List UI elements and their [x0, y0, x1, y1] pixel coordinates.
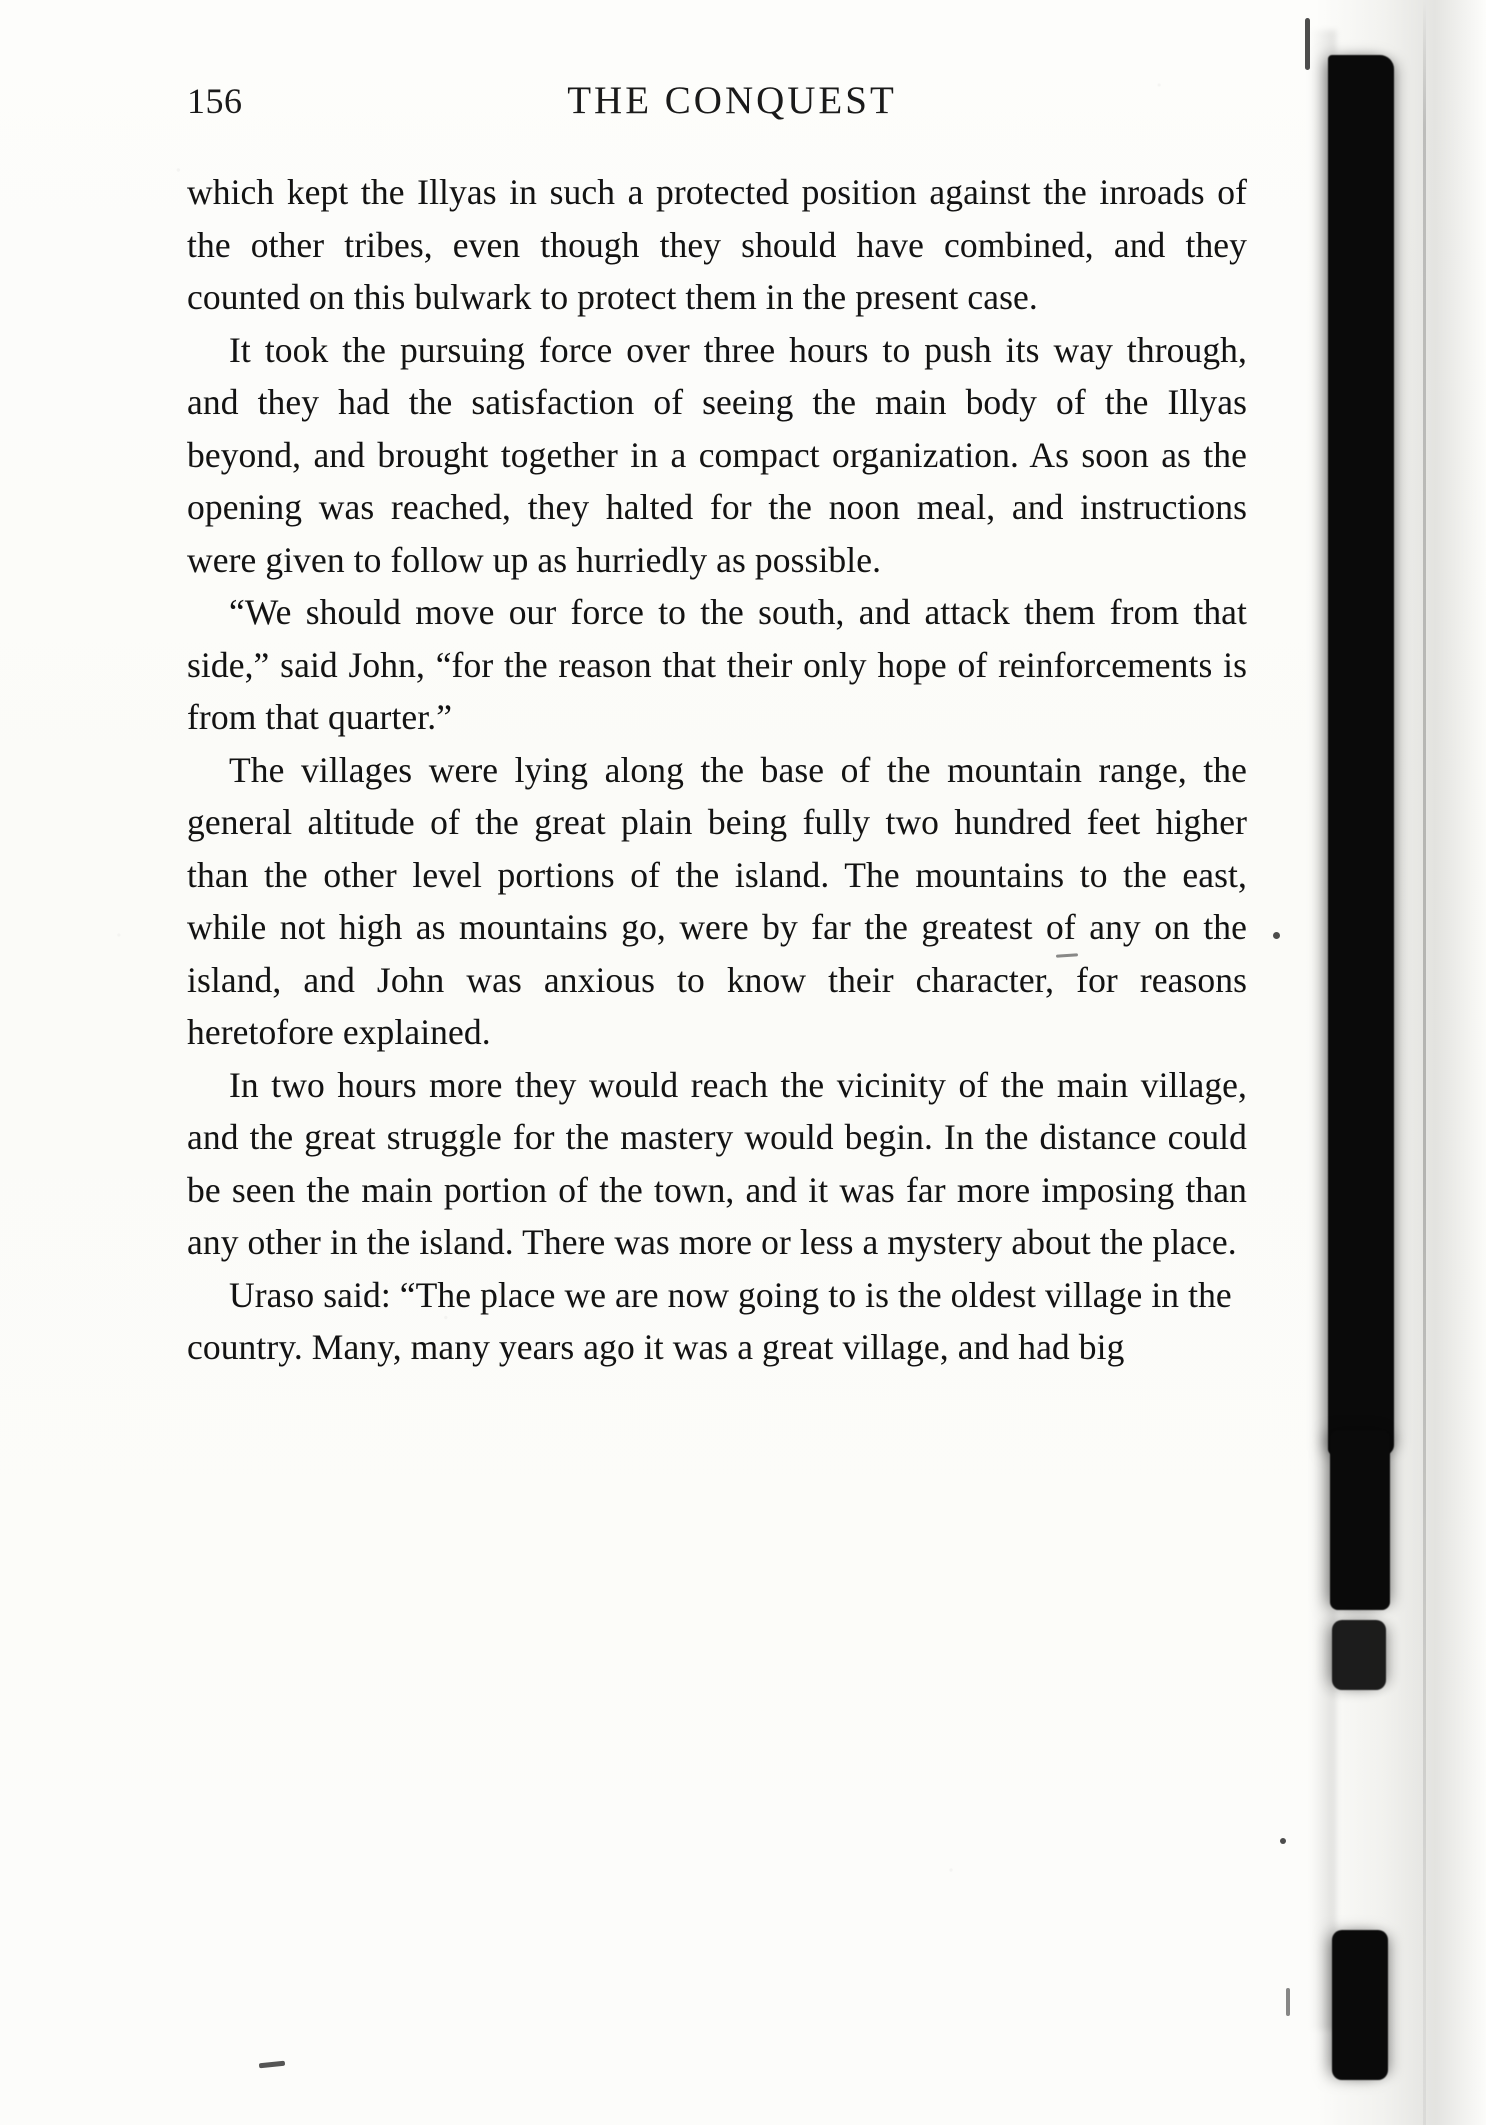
scan-speck: [1273, 932, 1280, 939]
paragraph: Uraso said: “The place we are now going to is the oldest village in the country. Many, many years ago it was a great village, and had big: [187, 1274, 1232, 1367]
binding-shadow-block-lower: [1330, 1430, 1390, 1610]
paragraph: In two hours more they would reach the vicinity of the main village, and the great struggle for the mastery would begin. In the distance could be seen the main portion of the town, and it was far more imposing than any other in the island. There was more or less a mystery about the place.: [187, 1064, 1247, 1262]
running-head-title: THE CONQUEST: [567, 79, 897, 122]
page-number: 156: [187, 81, 243, 121]
scan-tick-mark-top: [1305, 18, 1310, 70]
stray-ink-mark: [259, 2061, 285, 2069]
body-text: [187, 166, 1247, 1374]
text-column: [187, 78, 1247, 1374]
page-edge-line: [1423, 0, 1426, 2125]
scan-tick-mark-bottom: [1286, 1988, 1290, 2016]
paragraph: “We should move our force to the south, and attack them from that side,” said John, “for the reason that their only hope of reinforcements is from that quarter.”: [187, 592, 1247, 737]
binding-shadow-block-bottom: [1332, 1930, 1388, 2080]
paragraph: It took the pursuing force over three hours to push its way through, and they had the satisfaction of seeing the main body of the Illyas beyond, and brought together in a compact organization. As soon as the opening was reached, they halted for the noon meal, and instructions were given to follow up as hurriedly as possible.: [187, 329, 1247, 580]
paragraph: which kept the Illyas in such a protected position against the inroads of the other tribes, even though they should have combined, and they counted on this bulwark to protect them in the present case.: [187, 172, 1247, 317]
page-header: [187, 78, 1247, 142]
binding-shadow-block-small: [1332, 1620, 1386, 1690]
binding-shadow-block: [1328, 55, 1394, 1455]
scan-speck-lower: [1280, 1838, 1286, 1844]
paragraph: The villages were lying along the base of the mountain range, the general altitude of the great plain being fully two hundred feet higher than the other level portions of the island. The mountains to the east, while not high as mountains go, were by far the greatest of any on the island, and John was anxious to know their character, for reasons heretofore explained.: [187, 749, 1247, 1052]
